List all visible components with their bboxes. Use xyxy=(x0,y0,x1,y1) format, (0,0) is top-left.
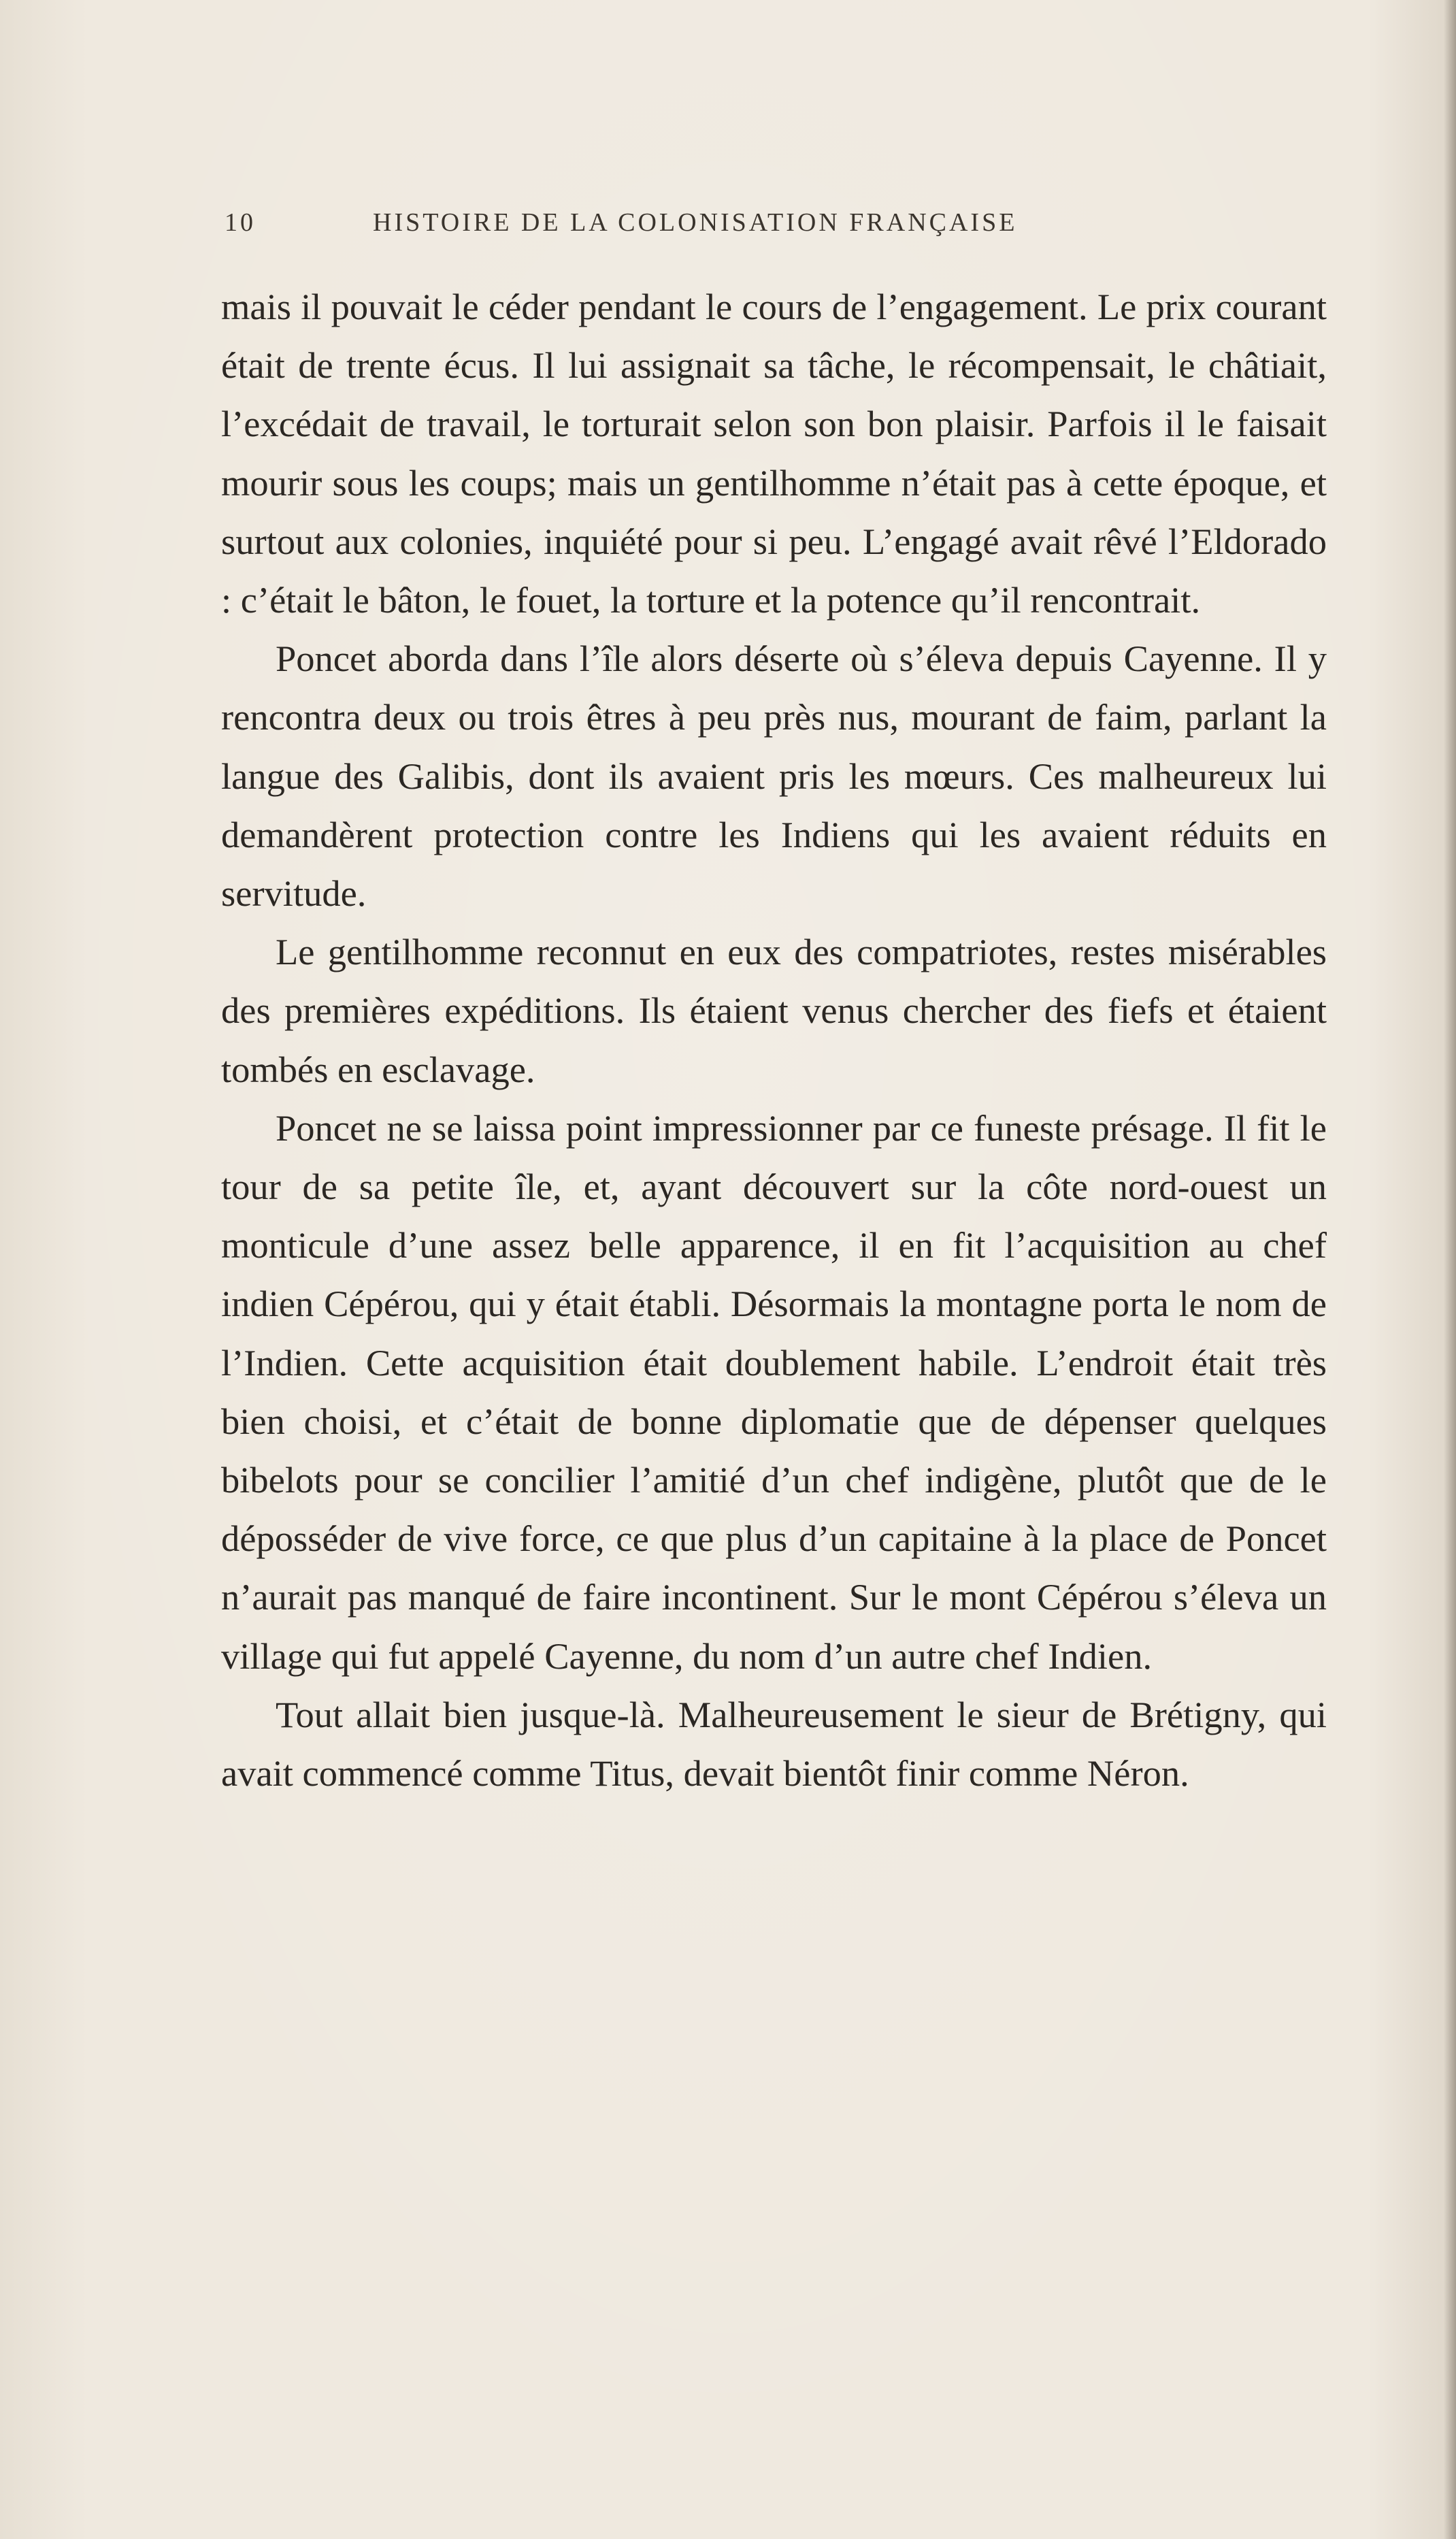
paragraph-bretigny: Tout allait bien jusque-là. Malheureusement le sieur de Brétigny, qui avait commencé comme Titus, devait bientôt finir comme Néron. xyxy=(221,1693,1327,1795)
page-header xyxy=(225,208,1197,248)
page-edge-shadow xyxy=(1444,0,1456,2539)
paragraph-poncet-arrival: Poncet aborda dans l’île alors déserte où s’éleva depuis Cayenne. Il y rencontra deux ou trois êtres à peu près nus, mourant de faim, parlant la langue des Galibis, dont ils avaient pris les mœurs. Ces malheureux lui demandèrent protection contre les Indiens qui les avaient réduits en servitude. xyxy=(221,638,1327,915)
page-number: 10 xyxy=(225,208,256,237)
body-text xyxy=(221,278,1327,1803)
paragraph-compatriots: Le gentilhomme reconnut en eux des compatriotes, restes misérables des premières expéditions. Ils étaient venus chercher des fiefs et étaient tombés en esclavage. xyxy=(221,931,1327,1090)
running-title: HISTOIRE DE LA COLONISATION FRANÇAISE xyxy=(373,208,1018,237)
paragraph-ceperou: Poncet ne se laissa point impressionner par ce funeste présage. Il fit le tour de sa petite île, et, ayant découvert sur la côte nord-ouest un monticule d’une assez belle apparence, il en fit l’acquisition au chef indien Cépérou, qui y était établi. Désormais la montagne porta le nom de l’Indien. Cette acquisition était doublement habile. L’endroit était très bien choisi, et c’était de bonne diplomatie que de dépenser quelques bibelots pour se concilier l’amitié d’un chef indigène, plutôt que de le déposséder de vive force, ce que plus d’un capitaine à la place de Poncet n’aurait pas manqué de faire incontinent. Sur le mont Cépérou s’éleva un village qui fut appelé Cayenne, du nom d’un autre chef Indien. xyxy=(221,1107,1327,1677)
paragraph-continuation: mais il pouvait le céder pendant le cours de l’engagement. Le prix courant était de trente écus. Il lui assignait sa tâche, le récompensait, le châtiait, l’excédait de travail, le torturait selon son bon plaisir. Parfois il le faisait mourir sous les coups; mais un gentilhomme n’était pas à cette époque, et surtout aux colonies, inquiété pour si peu. L’engagé avait rêvé l’Eldorado : c’était le bâton, le fouet, la torture et la potence qu’il rencontrait. xyxy=(221,286,1327,621)
